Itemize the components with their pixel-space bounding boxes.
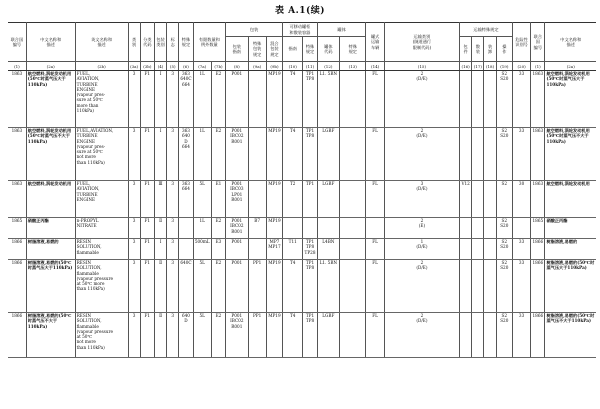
col-label: 标 志 <box>167 23 179 62</box>
cell-pg: Ⅱ <box>154 260 166 313</box>
cell-un: 1863 <box>8 71 26 128</box>
num-14: (10) <box>283 62 303 71</box>
cell-special-prov: TP1 TP8 <box>303 260 317 313</box>
cell-tank-code <box>317 218 339 239</box>
cell-un2: 1865 <box>531 218 545 239</box>
cell-instr: T2 <box>283 181 303 218</box>
cell-vehicle: FL <box>366 239 384 260</box>
cell-pack-instr: P001 <box>226 260 248 313</box>
cell-code: F1 <box>140 181 154 218</box>
cell-loading <box>484 71 496 128</box>
cell-special-prov: TP1 <box>303 181 317 218</box>
cell-cn-name: 树脂溶液,易燃的(50℃时蒸气压大于110kPa) <box>26 260 75 313</box>
cell-lq: 1L <box>193 218 211 239</box>
cell-bulk <box>472 71 484 128</box>
cell-cn-name: 硝酸正丙酯 <box>26 218 75 239</box>
cell-un2: 1863 <box>531 128 545 181</box>
sub-special-prov: 特殊 规定 <box>303 37 317 62</box>
table-row <box>8 128 596 181</box>
cell-pack-instr: P001 IBC02 R001 <box>226 128 248 181</box>
sub-tank-code: 罐体 代码 <box>317 37 339 62</box>
cell-special-pack: PP1 <box>248 313 266 358</box>
cell-en-name: n-PROPYL NITRATE <box>75 218 128 239</box>
sub-packages: 包 件 <box>460 37 472 62</box>
cell-en-name: FUEL, AVIATION, TURBINE ENGINE (vapour pres- sure at 50℃ more than 110kPa) <box>75 71 128 128</box>
cell-un2: 1866 <box>531 260 545 313</box>
cell-special-pack <box>248 181 266 218</box>
cell-en-name: FUEL,AVIATION, TURBINE ENGINE (vapour pres- sure at 50℃ not more than 110kPa) <box>75 128 128 181</box>
num-23: (19) <box>496 62 512 71</box>
cell-special-prov: TP1 TP8 <box>303 71 317 128</box>
cell-mixed-pack: MP19 <box>266 260 282 313</box>
col-special: 特殊 规定 <box>179 23 193 62</box>
cell-loading <box>484 260 496 313</box>
cell-packages <box>460 260 472 313</box>
cell-bulk <box>472 218 484 239</box>
cell-code: F1 <box>140 260 154 313</box>
cell-vehicle: FL <box>366 128 384 181</box>
cell-pack-instr: P001 IBC03 LP01 R001 <box>226 181 248 218</box>
num-22: (18) <box>485 63 495 69</box>
cell-lq: 1L <box>193 71 211 128</box>
cell-cn-name: 航空燃料,涡轮发动机用 <box>26 181 75 218</box>
table-row <box>8 71 596 128</box>
cell-class: 3 <box>128 181 140 218</box>
cell-bulk <box>472 260 484 313</box>
cell-tank-code: L1. 5BN <box>317 71 339 128</box>
cell-pg: Ⅲ <box>154 181 166 218</box>
num-16: (12) <box>317 62 339 71</box>
cell-mixed-pack: MP19 <box>266 128 282 181</box>
cell-bulk <box>472 181 484 218</box>
cell-cn-name2: 树脂溶液,易燃的 <box>545 239 596 260</box>
cell-transport-cat: 1 (D/E) <box>384 239 459 260</box>
num-17: (13) <box>340 62 366 71</box>
cell-eq: E2 <box>211 260 225 313</box>
cell-transport-cat: 2 (D/E) <box>384 260 459 313</box>
cell-special: 640C <box>179 260 193 313</box>
cell-cn-name2: 树脂溶液,易燃的(50℃时蒸气压不大于110kPa) <box>545 313 596 358</box>
cell-tank-code: LGBF <box>317 128 339 181</box>
cell-packages <box>460 71 472 128</box>
cell-lq: 5L <box>193 313 211 358</box>
num-25: (1) <box>531 62 545 71</box>
cell-pack-instr: P001 <box>226 71 248 128</box>
cell-special-prov: TP1 TP8 TP28 <box>303 239 317 260</box>
col-cn-name: 中文名称和 描述 <box>26 23 75 62</box>
cell-en-name: FUEL, AVIATION, TURBINE ENGINE <box>75 181 128 218</box>
cell-special-pack: B7 <box>248 218 266 239</box>
cell-operation: S2 S20 <box>496 239 512 260</box>
table-row <box>8 260 596 313</box>
col-transport-cat: 运输类别 (隧道通行 限制代码) <box>384 23 459 62</box>
cell-instr: T4 <box>283 313 303 358</box>
cell-cn-name: 树脂溶液,易燃的 <box>26 239 75 260</box>
cell-loading <box>484 181 496 218</box>
cell-instr <box>283 218 303 239</box>
num-10: (7b) <box>211 62 225 71</box>
cell-packages <box>460 313 472 358</box>
cell-special-prov: TP1 TP8 <box>303 313 317 358</box>
cell-en-name: RESIN SOLUTION, flammable (vapour pressure at 50℃ not more than 110kPa) <box>75 313 128 358</box>
cell-class: 3 <box>128 218 140 239</box>
cell-code: F1 <box>140 313 154 358</box>
table-row <box>8 239 596 260</box>
col-packing-group: 包装 <box>226 23 283 37</box>
num-24: (20) <box>512 62 530 71</box>
cell-special-pack <box>248 239 266 260</box>
cell-operation: S2 S20 <box>496 128 512 181</box>
cell-label: 3 <box>167 239 179 260</box>
sub-mixed-pack: 混合 包装 规定 <box>266 37 282 62</box>
sub-pack-instr: 包装 指南 <box>226 37 248 62</box>
cell-packages <box>460 218 472 239</box>
col-pg: 包装 类别 <box>154 23 166 62</box>
cell-mixed-pack: MP19 <box>266 218 282 239</box>
cell-class: 3 <box>128 71 140 128</box>
col-limited: 有限数量和 例外数量 <box>193 23 226 62</box>
cell-special-prov <box>303 218 317 239</box>
cell-special: 363 640D 664 <box>179 128 193 181</box>
cell-un: 1865 <box>8 218 26 239</box>
cell-transport-cat: 2 (D/E) <box>384 128 459 181</box>
cell-instr: T4 <box>283 71 303 128</box>
cell-class: 3 <box>128 128 140 181</box>
cell-special <box>179 239 193 260</box>
cell-pg: Ⅱ <box>154 313 166 358</box>
cell-eq: E2 <box>211 128 225 181</box>
col-special-provisions: 运输特殊规定 <box>460 23 513 37</box>
cell-cn-name: 航空燃料,涡轮发动机用 (50℃时蒸气压大于110kPa) <box>26 71 75 128</box>
cell-special <box>179 218 193 239</box>
cell-hazard-id <box>512 218 530 239</box>
cell-loading <box>484 218 496 239</box>
table-row <box>8 218 596 239</box>
cell-vehicle <box>366 218 384 239</box>
cell-tank-code: LGBF <box>317 313 339 358</box>
dangerous-goods-table <box>8 22 596 358</box>
sub-loading: 装 卸 <box>484 37 496 62</box>
cell-hazard-id: 33 <box>512 71 530 128</box>
cell-en-name: RESIN SOLUTION, flammable (vapour pressure at 50℃ more than 110kPa) <box>75 260 128 313</box>
cell-loading <box>484 313 496 358</box>
num-4: (3a) <box>128 62 140 71</box>
cell-mixed-pack: MP7 MP17 <box>266 239 282 260</box>
cell-operation: S2 S20 <box>496 71 512 128</box>
cell-hazard-id: 33 <box>512 128 530 181</box>
cell-class: 3 <box>128 260 140 313</box>
sub-tank-special: 特殊 规定 <box>340 37 366 62</box>
cell-hazard-id: 33 <box>512 260 530 313</box>
cell-tank-code: LGBF <box>317 181 339 218</box>
cell-pg: I <box>154 128 166 181</box>
cell-eq: E1 <box>211 181 225 218</box>
cell-label: 3 <box>167 71 179 128</box>
cell-vehicle: FL <box>366 181 384 218</box>
cell-un: 1863 <box>8 181 26 218</box>
num-13: (9b) <box>266 62 282 71</box>
cell-special-pack: PP1 <box>248 260 266 313</box>
cell-un2: 1863 <box>531 71 545 128</box>
cell-lq: 1L <box>193 128 211 181</box>
cell-tank-special <box>340 260 366 313</box>
cell-mixed-pack: MP19 <box>266 313 282 358</box>
cell-special-pack <box>248 128 266 181</box>
cell-cn-name2: 航空燃料,涡轮发动机用 <box>545 181 596 218</box>
cell-tank-special <box>340 71 366 128</box>
cell-loading <box>484 239 496 260</box>
num-2: (2a) <box>26 62 75 71</box>
cell-tank-special <box>340 181 366 218</box>
col-un: 联合国 编号 <box>8 23 26 62</box>
cell-pg: I <box>154 71 166 128</box>
cell-un: 1866 <box>8 313 26 358</box>
cell-tank-special <box>340 218 366 239</box>
cell-operation: S2 S20 <box>496 313 512 358</box>
cell-special: 363 664 <box>179 181 193 218</box>
num-5: (3b) <box>140 62 154 71</box>
cell-hazard-id: 30 <box>512 181 530 218</box>
num-21: (17) <box>473 63 482 69</box>
table-row <box>8 313 596 358</box>
num-11: (8) <box>226 62 248 71</box>
num-18: (14) <box>366 62 384 71</box>
num-19: (15) <box>384 62 459 71</box>
cell-vehicle: FL <box>366 71 384 128</box>
num-26: (2a) <box>545 62 596 71</box>
cell-packages: V12 <box>460 181 472 218</box>
sub-bulk: 散 装 <box>472 37 484 62</box>
num-6: (4) <box>154 62 166 71</box>
cell-operation: S2 S20 <box>496 260 512 313</box>
cell-tank-special <box>340 128 366 181</box>
cell-loading <box>484 128 496 181</box>
table-title: 表 A.1(续) <box>274 6 326 16</box>
cell-class: 3 <box>128 239 140 260</box>
cell-un2: 1866 <box>531 239 545 260</box>
cell-cn-name2: 树脂溶液,易燃的(50℃时蒸气压大于110kPa) <box>545 260 596 313</box>
cell-label: 3 <box>167 313 179 358</box>
cell-code: F1 <box>140 71 154 128</box>
cell-mixed-pack: MP19 <box>266 181 282 218</box>
sub-operation: 操 作 <box>496 37 512 62</box>
num-15: (11) <box>303 62 317 71</box>
cell-pg: I <box>154 239 166 260</box>
cell-eq: E2 <box>211 218 225 239</box>
num-12: (9a) <box>248 62 266 71</box>
cell-label: 3 <box>167 128 179 181</box>
cell-label: 3 <box>167 260 179 313</box>
cell-transport-cat: 2 (E) <box>384 218 459 239</box>
cell-eq: E2 <box>211 71 225 128</box>
col-en-name: 英文名称和 描述 <box>75 23 128 62</box>
cell-un2: 1866 <box>531 313 545 358</box>
cell-vehicle: FL <box>366 313 384 358</box>
cell-cn-name: 树脂溶液,易燃的(50℃时蒸气压不大于110kPa) <box>26 313 75 358</box>
cell-pack-instr: P001 <box>226 239 248 260</box>
cell-un: 1866 <box>8 260 26 313</box>
cell-label: 3 <box>167 181 179 218</box>
cell-lq: 5L <box>193 260 211 313</box>
col-class: 类 别 <box>128 23 140 62</box>
num-8: (6) <box>179 62 193 71</box>
num-9: (7a) <box>193 62 211 71</box>
cell-bulk <box>472 239 484 260</box>
cell-lq: 5L <box>193 181 211 218</box>
cell-label: 3 <box>167 218 179 239</box>
cell-eq: E3 <box>211 239 225 260</box>
cell-packages <box>460 239 472 260</box>
num-20: (16) <box>461 63 470 69</box>
cell-un: 1866 <box>8 239 26 260</box>
num-3: (2b) <box>75 62 128 71</box>
cell-tank-code: L1. 5BN <box>317 260 339 313</box>
cell-instr: T11 <box>283 239 303 260</box>
cell-cn-name2: 航空燃料,涡轮发动机用 (50℃时蒸气压大于110kPa) <box>545 71 596 128</box>
col-un2: 联合国 编号 <box>531 23 545 62</box>
cell-lq: 500mL <box>193 239 211 260</box>
cell-code: F1 <box>140 239 154 260</box>
col-vehicle: 罐式 运输 车辆 <box>366 23 384 62</box>
table-row <box>8 181 596 218</box>
cell-mixed-pack: MP19 <box>266 71 282 128</box>
cell-vehicle: FL <box>366 260 384 313</box>
cell-pack-instr: P001 IBC02 R001 <box>226 218 248 239</box>
cell-transport-cat: 2 (D/E) <box>384 71 459 128</box>
col-tank2-group: 罐体 <box>317 23 366 37</box>
cell-un2: 1863 <box>531 181 545 218</box>
cell-special-prov: TP1 TP8 <box>303 128 317 181</box>
cell-special-pack <box>248 71 266 128</box>
cell-cn-name: 航空燃料,涡轮发动机用 (50℃时蒸气压不大于110kPa) <box>26 128 75 181</box>
cell-pack-instr: P001 IBC02 R001 <box>226 313 248 358</box>
col-tank-group: 可移动罐柜 和散装容器 <box>283 23 318 37</box>
cell-bulk <box>472 313 484 358</box>
cell-en-name: RESIN SOLUTION, flammable <box>75 239 128 260</box>
cell-bulk <box>472 128 484 181</box>
cell-pg: Ⅱ <box>154 218 166 239</box>
cell-cn-name2: 航空燃料,涡轮发动机用 (50℃时蒸气压不大于110kPa) <box>545 128 596 181</box>
cell-tank-special <box>340 239 366 260</box>
cell-tank-code: L4BN <box>317 239 339 260</box>
cell-special: 363 640C 664 <box>179 71 193 128</box>
cell-hazard-id: 33 <box>512 313 530 358</box>
cell-class: 3 <box>128 313 140 358</box>
cell-transport-cat: 3 (D/E) <box>384 181 459 218</box>
cell-instr: T4 <box>283 128 303 181</box>
cell-special: 640D <box>179 313 193 358</box>
cell-cn-name2: 硝酸正丙酯 <box>545 218 596 239</box>
cell-operation: S2 <box>496 181 512 218</box>
col-code: 分类 代码 <box>140 23 154 62</box>
col-hazard-id: 危险性 识别号 <box>512 23 530 62</box>
cell-operation: S2 S20 <box>496 218 512 239</box>
cell-un: 1863 <box>8 128 26 181</box>
sub-special-pack: 特殊 包装 规定 <box>248 37 266 62</box>
num-1: (1) <box>8 62 26 71</box>
num-7: (5) <box>167 62 179 71</box>
cell-hazard-id: 33 <box>512 239 530 260</box>
cell-instr: T4 <box>283 260 303 313</box>
cell-code: F1 <box>140 128 154 181</box>
cell-tank-special <box>340 313 366 358</box>
cell-packages <box>460 128 472 181</box>
cell-transport-cat: 2 (D/E) <box>384 313 459 358</box>
cell-eq: E2 <box>211 313 225 358</box>
col-cn-name2: 中文名称和 描述 <box>545 23 596 62</box>
sub-instr: 指南 <box>283 37 303 62</box>
cell-code: F1 <box>140 218 154 239</box>
